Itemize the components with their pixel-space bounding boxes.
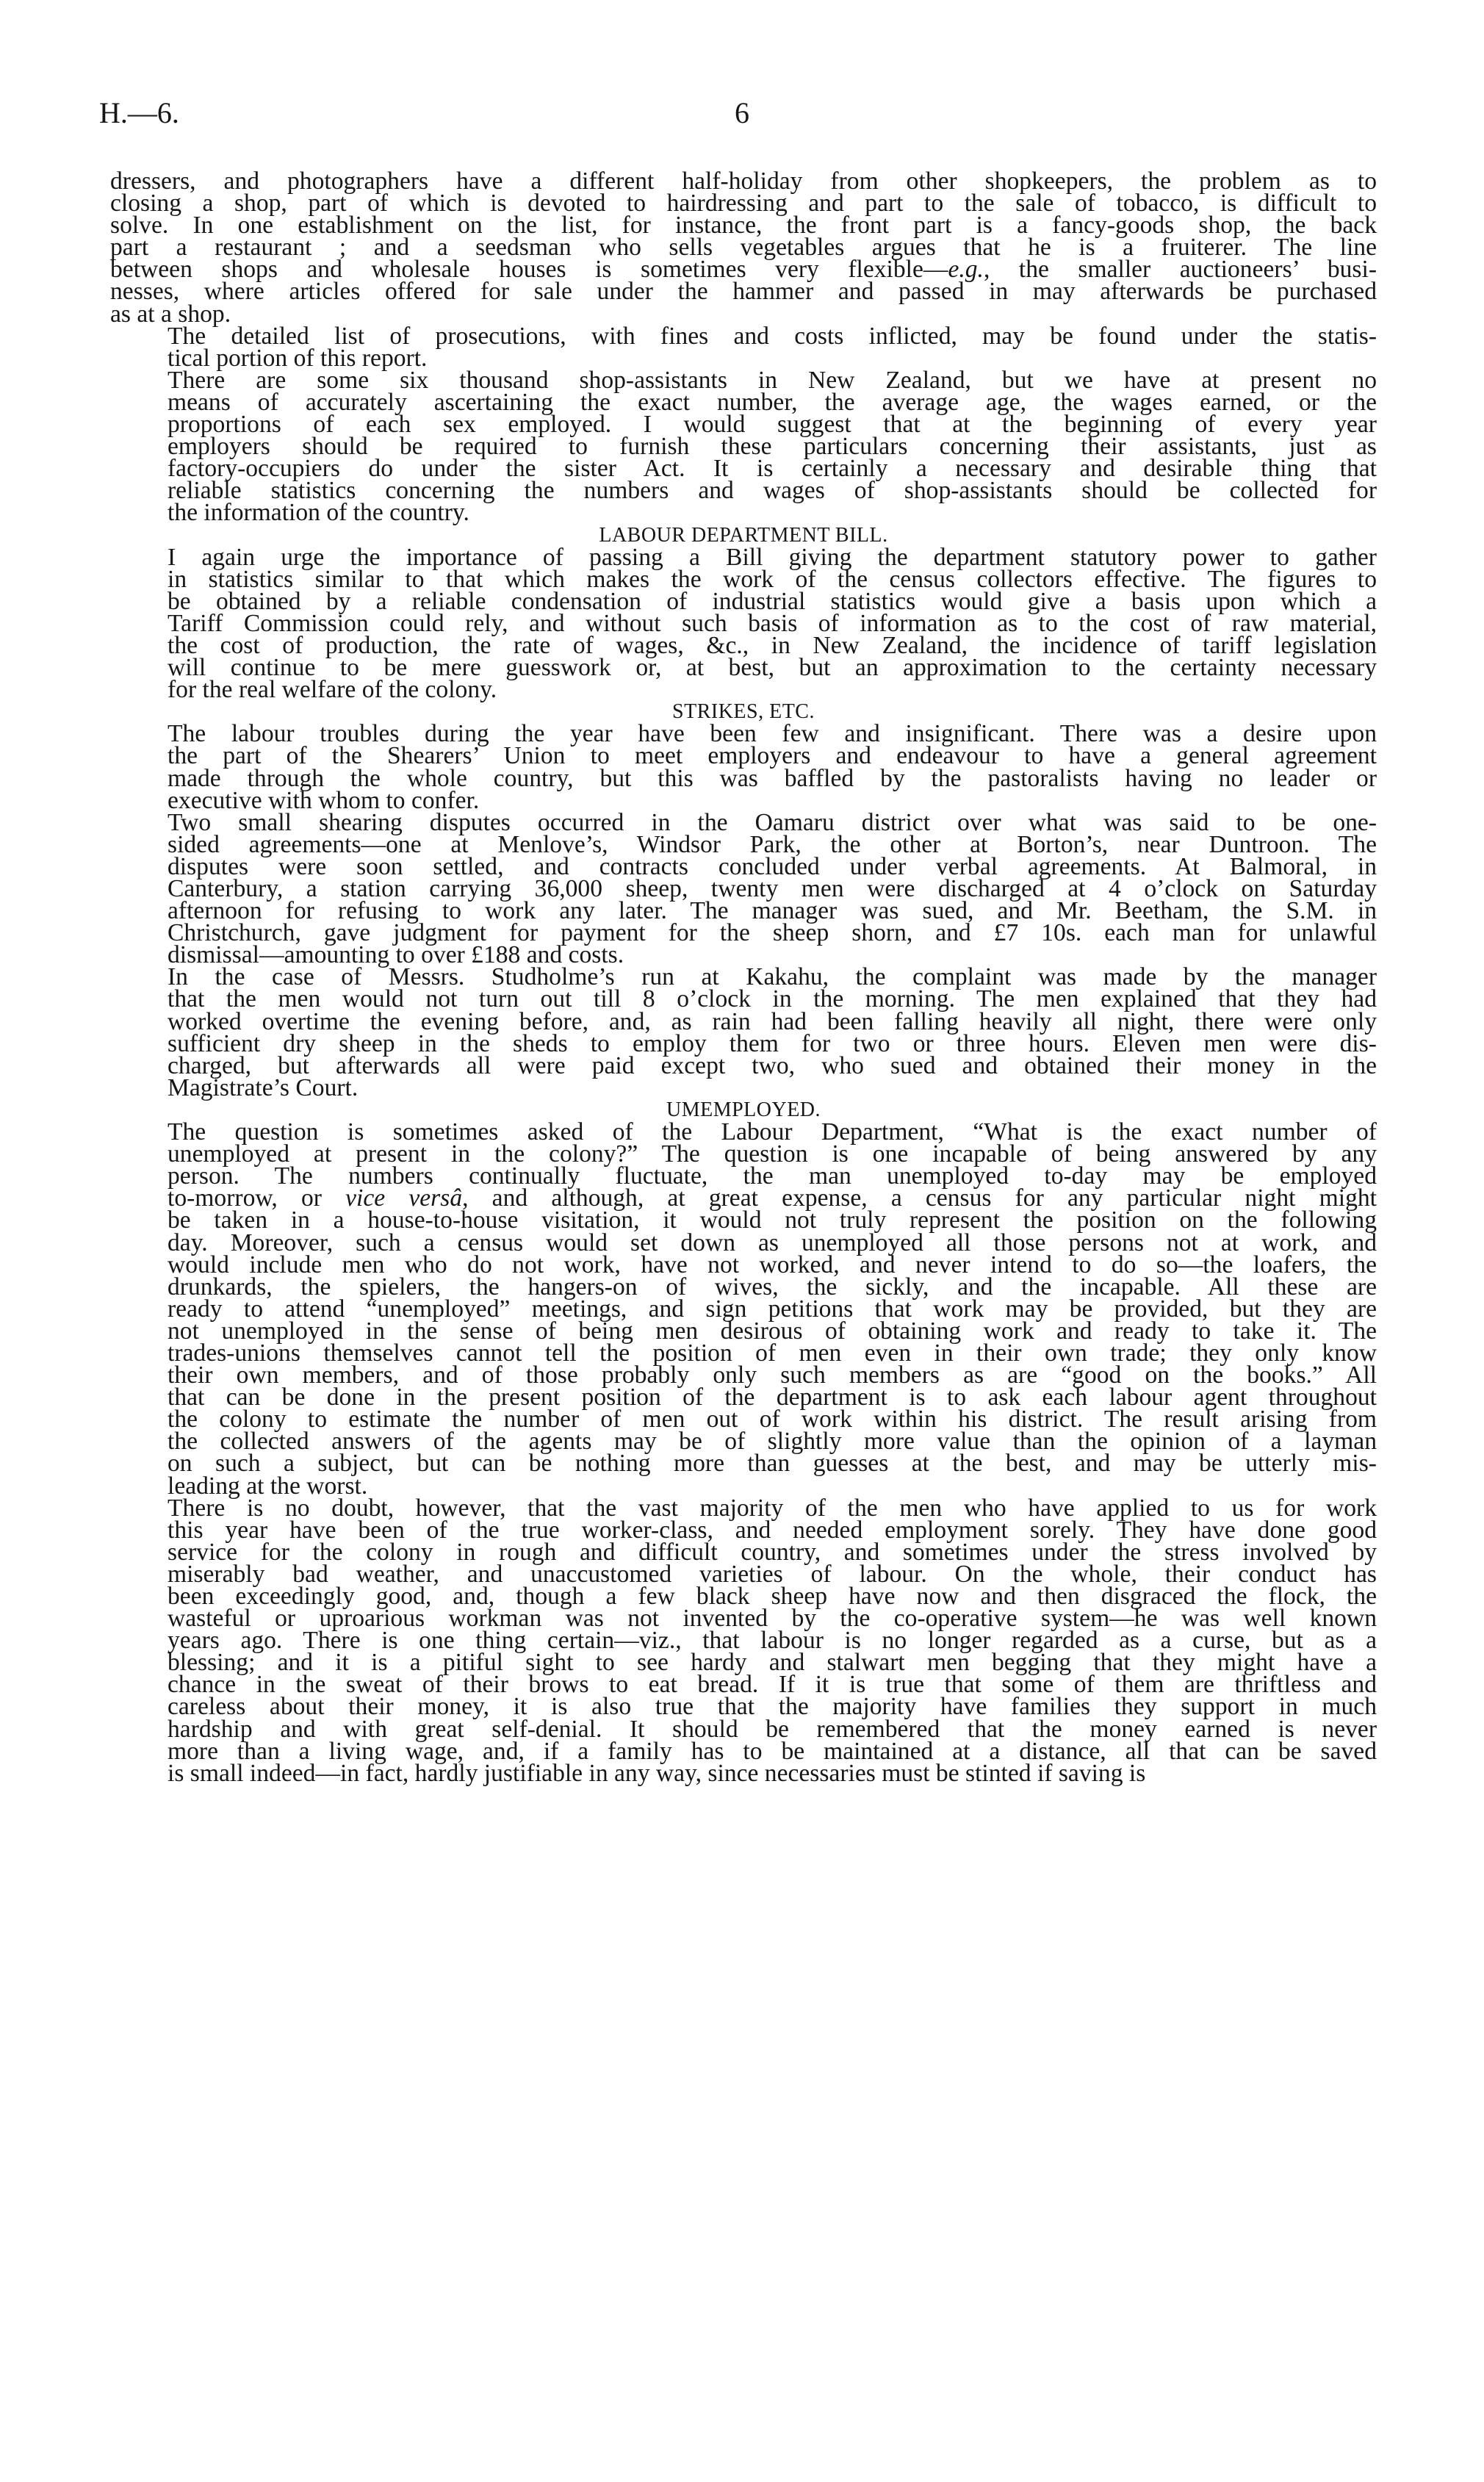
paragraph xyxy=(110,720,1377,814)
text-line: miserably bad weather, and unaccustomed varieties of labour. On the whole, their conduct has xyxy=(168,1560,1377,1588)
text-line: ready to attend “unemployed” meetings, and sign petitions that work may be provided, but they are xyxy=(168,1295,1377,1323)
paragraph xyxy=(110,543,1377,704)
text-line: means of accurately ascertaining the exact number, the average age, the wages earned, or the xyxy=(168,388,1377,416)
text-line: not unemployed in the sense of being men desirous of obtaining work and ready to take it. The xyxy=(168,1317,1377,1345)
text-line: sufficient dry sheep in the sheds to employ them for two or three hours. Eleven men were dis- xyxy=(168,1029,1377,1057)
text-line: service for the colony in rough and difficult country, and sometimes under the stress involved by xyxy=(168,1538,1377,1566)
text-line: be obtained by a reliable condensation of industrial statistics would give a basis upon which a xyxy=(168,587,1377,615)
text-line: to-morrow, or vice versâ, and although, at great expense, a census for any particular night might xyxy=(168,1184,1377,1212)
text-line: There are some six thousand shop-assistants in New Zealand, but we have at present no xyxy=(168,366,1377,394)
text-line: hardship and with great self-denial. It should be remembered that the money earned is never xyxy=(168,1715,1377,1743)
text-line: tical portion of this report. xyxy=(168,344,428,372)
text-line: closing a shop, part of which is devoted to hairdressing and part to the sale of tobacco, is difficult to xyxy=(110,190,1377,217)
text-line: wasteful or uproarious workman was not invented by the co-operative system—he was well known xyxy=(168,1605,1377,1633)
text-line: There is no doubt, however, that the vast majority of the men who have applied to us for work xyxy=(168,1494,1377,1522)
paragraph xyxy=(110,1494,1377,1787)
text-line: this year have been of the true worker-class, and needed employment sorely. They have done good xyxy=(168,1516,1377,1544)
text-line: on such a subject, but can be nothing more than guesses at the best, and may be utterly mis- xyxy=(168,1450,1377,1478)
paragraph xyxy=(110,168,1377,328)
text-line: Christchurch, gave judgment for payment for the sheep shorn, and £7 10s. each man for unlawful xyxy=(168,919,1377,947)
text-line: The labour troubles during the year have been few and insignificant. There was a desire upon xyxy=(168,720,1377,748)
text-line: executive with whom to confer. xyxy=(168,786,480,814)
text-line: made through the whole country, but this was baffled by the pastoralists having no leader or xyxy=(168,764,1377,792)
text-line: as at a shop. xyxy=(110,300,231,328)
text-line: drunkards, the spielers, the hangers-on of wives, the sickly, and the incapable. All these are xyxy=(168,1273,1377,1301)
paragraph xyxy=(110,366,1377,527)
text-line: Two small shearing disputes occurred in the Oamaru district over what was said to be one- xyxy=(168,808,1377,836)
section-heading: UMEMPLOYED. xyxy=(666,1098,821,1121)
text-line: afternoon for refusing to work any later. The manager was sued, and Mr. Beetham, the S.M. in xyxy=(168,897,1377,925)
text-line: would include men who do not work, have not worked, and never intend to do so—the loafers, the xyxy=(168,1251,1377,1278)
text-line: chance in the sweat of their brows to eat bread. If it is true that some of them are thriftless and xyxy=(168,1671,1377,1699)
text-line: more than a living wage, and, if a family has to be maintained at a distance, all that can be saved xyxy=(168,1737,1377,1765)
document-code: H.—6. xyxy=(99,96,179,129)
section-heading: STRIKES, ETC. xyxy=(672,700,815,724)
paragraph xyxy=(110,322,1377,372)
page-header xyxy=(99,96,1385,140)
text-line: the collected answers of the agents may be of slightly more value than the opinion of a layman xyxy=(168,1428,1377,1456)
text-line: Magistrate’s Court. xyxy=(168,1073,359,1101)
text-line: been exceedingly good, and, though a few black sheep have now and then disgraced the flock, the xyxy=(168,1583,1377,1610)
text-line: disputes were soon settled, and contracts concluded under verbal agreements. At Balmoral, in xyxy=(168,852,1377,880)
text-line: in statistics similar to that which makes the work of the census collectors effective. The figures to xyxy=(168,565,1377,593)
text-line: dismissal—amounting to over £188 and costs. xyxy=(168,941,624,969)
text-line: years ago. There is one thing certain—viz., that labour is no longer regarded as a curse, but as a xyxy=(168,1627,1377,1655)
text-line: the information of the country. xyxy=(168,499,469,527)
text-line: is small indeed—in fact, hardly justifiable in any way, since necessaries must be stinted if saving is xyxy=(168,1759,1146,1787)
text-line: worked overtime the evening before, and, as rain had been falling heavily all night, there were only xyxy=(168,1007,1377,1035)
text-line: unemployed at present in the colony?” The question is one incapable of being answered by any xyxy=(168,1140,1377,1168)
section-heading: LABOUR DEPARTMENT BILL. xyxy=(599,523,888,547)
text-line: be taken in a house-to-house visitation, it would not truly represent the position on the following xyxy=(168,1206,1377,1234)
text-line: trades-unions themselves cannot tell the position of men even in their own trade; they only know xyxy=(168,1339,1377,1367)
text-line: part a restaurant ; and a seedsman who sells vegetables argues that he is a fruiterer. The line xyxy=(110,234,1377,262)
text-line: charged, but afterwards all were paid except two, who sued and obtained their money in the xyxy=(168,1051,1377,1079)
text-line: for the real welfare of the colony. xyxy=(168,676,497,704)
text-line: will continue to be mere guesswork or, at best, but an approximation to the certainty necessary xyxy=(168,654,1377,682)
text-line: their own members, and of those probably only such members as are “good on the books.” All xyxy=(168,1361,1377,1389)
text-line: In the case of Messrs. Studholme’s run at Kakahu, the complaint was made by the manager xyxy=(168,963,1377,991)
text-line: the colony to estimate the number of men out of work within his district. The result arising from xyxy=(168,1406,1377,1434)
text-line: solve. In one establishment on the list, for instance, the front part is a fancy-goods shop, the back xyxy=(110,212,1377,240)
text-line: person. The numbers continually fluctuate, the man unemployed to-day may be employed xyxy=(168,1162,1377,1190)
text-line: Canterbury, a station carrying 36,000 sheep, twenty men were discharged at 4 o’clock on Saturday xyxy=(168,875,1377,902)
text-line: the cost of production, the rate of wages, &c., in New Zealand, the incidence of tariff legislation xyxy=(168,631,1377,659)
page-number: 6 xyxy=(735,96,749,129)
text-line: blessing; and it is a pitiful sight to see hardy and stalwart men begging that they might have a xyxy=(168,1649,1377,1677)
text-line: The question is sometimes asked of the Labour Department, “What is the exact number of xyxy=(168,1118,1377,1146)
text-line: The detailed list of prosecutions, with fines and costs inflicted, may be found under the statis- xyxy=(168,322,1377,350)
text-line: proportions of each sex employed. I would suggest that at the beginning of every year xyxy=(168,411,1377,439)
paragraph xyxy=(110,963,1377,1101)
text-line: I again urge the importance of passing a Bill giving the department statutory power to gather xyxy=(168,543,1377,571)
paragraph xyxy=(110,1118,1377,1500)
text-line: nesses, where articles offered for sale under the hammer and passed in may afterwards be purchased xyxy=(110,278,1377,306)
text-line: sided agreements—one at Menlove’s, Windsor Park, the other at Borton’s, near Duntroon. The xyxy=(168,830,1377,858)
body-text xyxy=(110,170,1377,1785)
text-line: between shops and wholesale houses is sometimes very flexible—e.g., the smaller auctioneers’ busi- xyxy=(110,256,1377,284)
text-line: Tariff Commission could rely, and without such basis of information as to the cost of raw material, xyxy=(168,609,1377,637)
text-line: careless about their money, it is also true that the majority have families they support in much xyxy=(168,1693,1377,1721)
text-line: factory-occupiers do under the sister Act. It is certainly a necessary and desirable thing that xyxy=(168,455,1377,483)
paragraph xyxy=(110,808,1377,969)
text-line: leading at the worst. xyxy=(168,1472,368,1500)
text-line: employers should be required to furnish these particulars concerning their assistants, just as xyxy=(168,433,1377,461)
text-line: day. Moreover, such a census would set down as unemployed all those persons not at work, and xyxy=(168,1229,1377,1256)
text-line: that the men would not turn out till 8 o’clock in the morning. The men explained that they had xyxy=(168,985,1377,1013)
text-line: dressers, and photographers have a different half-holiday from other shopkeepers, the problem as to xyxy=(110,168,1377,195)
text-line: that can be done in the present position of the department is to ask each labour agent throughout xyxy=(168,1384,1377,1411)
text-line: the part of the Shearers’ Union to meet employers and endeavour to have a general agreement xyxy=(168,742,1377,770)
text-line: reliable statistics concerning the numbers and wages of shop-assistants should be collected for xyxy=(168,477,1377,505)
